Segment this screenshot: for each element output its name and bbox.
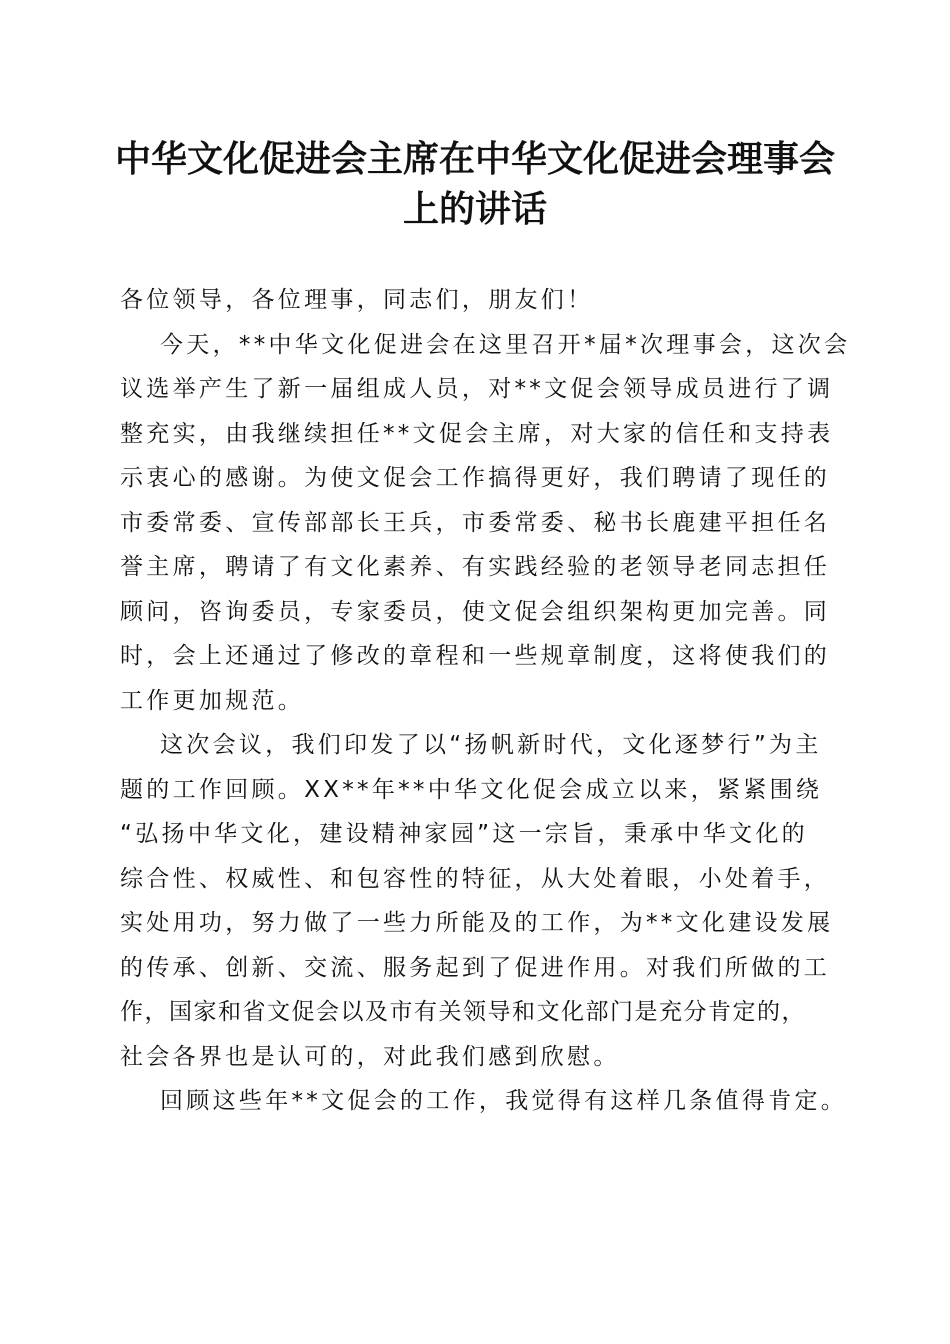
paragraph-line: 题的工作回顾。XX**年**中华文化促会成立以来，紧紧围绕 [120, 776, 823, 803]
paragraph-line: 综合性、权威性、和包容性的特征，从大处着眼，小处着手， [120, 865, 831, 892]
paragraph-line: 议选举产生了新一届组成人员，对**文促会领导成员进行了调 [120, 376, 834, 402]
paragraph-line: 回顾这些年**文促会的工作，我觉得有这样几条值得肯定。 [160, 1088, 848, 1114]
paragraph-2 [120, 723, 840, 1079]
paragraph-line: 社会各界也是认可的，对此我们感到欣慰。 [120, 1043, 620, 1070]
paragraph-line: 作，国家和省文促会以及市有关领导和文化部门是充分肯定的， [120, 999, 806, 1025]
paragraph-1 [120, 323, 851, 724]
document-title [100, 134, 850, 234]
paragraph-line: 市委常委、宣传部部长王兵，市委常委、秘书长鹿建平担任名 [120, 509, 831, 536]
paragraph-line: 这次会议，我们印发了以“扬帆新时代，文化逐梦行”为主 [160, 732, 822, 758]
paragraph-line: 实处用功，努力做了一些力所能及的工作，为**文化建设发展 [120, 910, 834, 936]
paragraph-line: 顾问，咨询委员，专家委员，使文促会组织架构更加完善。同 [120, 598, 831, 625]
paragraph-line: 时，会上还通过了修改的章程和一些规章制度，这将使我们的 [120, 643, 831, 669]
document-body [120, 278, 851, 1124]
title-line-2: 上的讲话 [402, 188, 547, 230]
paragraph-line: 的传承、创新、交流、服务起到了促进作用。对我们所做的工 [120, 954, 831, 981]
paragraph-line: 示衷心的感谢。为使文促会工作搞得更好，我们聘请了现任的 [120, 465, 831, 491]
paragraph-line: “弘扬中华文化，建设精神家园”这一宗旨，秉承中华文化的 [120, 821, 808, 847]
paragraph-line: 今天，**中华文化促进会在这里召开*届*次理事会，这次会 [160, 331, 851, 358]
paragraph-3 [120, 1079, 848, 1124]
title-line-1: 中华文化促进会主席在中华文化促进会理事会 [114, 138, 835, 180]
paragraph-line: 工作更加规范。 [120, 687, 305, 714]
paragraph-line: 整充实，由我继续担任**文促会主席，对大家的信任和支持表 [120, 420, 834, 447]
salutation: 各位领导，各位理事，同志们，朋友们！ [120, 287, 594, 313]
paragraph-line: 誉主席，聘请了有文化素养、有实践经验的老领导老同志担任 [120, 554, 831, 580]
